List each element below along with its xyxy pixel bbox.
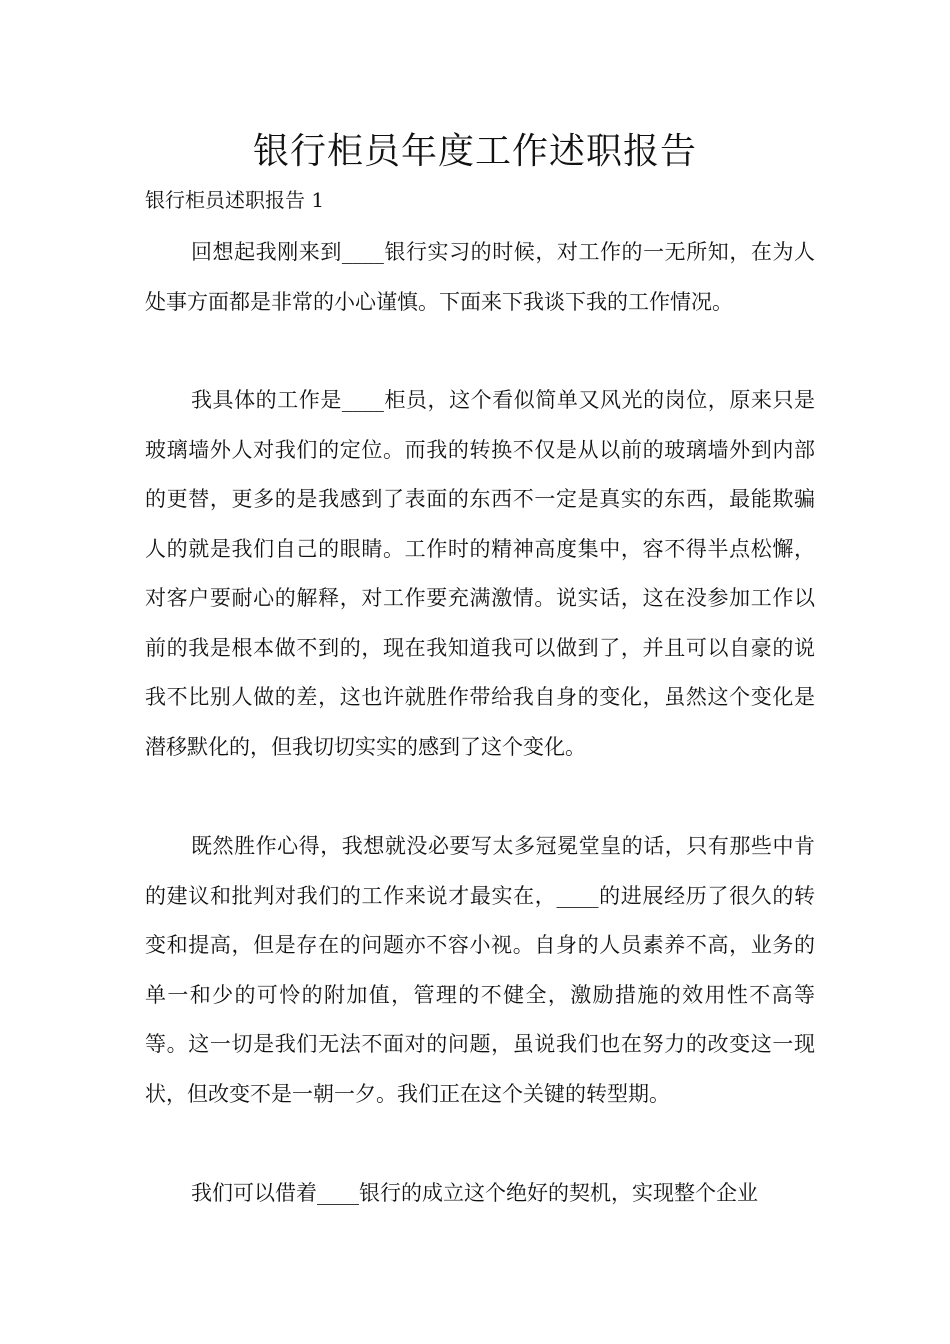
paragraph-1: 回想起我刚来到____银行实习的时候，对工作的一无所知，在为人处事方面都是非常的小心谨慎。下面来下我谈下我的工作情况。	[145, 240, 815, 314]
paragraph-2: 我具体的工作是____柜员，这个看似简单又风光的岗位，原来只是玻璃墙外人对我们的定位。而我的转换不仅是从以前的玻璃墙外到内部的更替，更多的是我感到了表面的东西不一定是真实的东西，最能欺骗人的就是我们自己的眼睛。工作时的精神高度集中，容不得半点松懈，对客户要耐心的解释，对工作要充满激情。说实话，这在没参加工作以前的我是根本做不到的，现在我知道我可以做到了，并且可以自豪的说我不比别人做的差，这也许就胜作带给我自身的变化，虽然这个变化是潜移默化的，但我切切实实的感到了这个变化。	[145, 388, 815, 759]
document-title: 银行柜员年度工作述职报告	[252, 131, 697, 172]
paragraph-4: 我们可以借着____银行的成立这个绝好的契机，实现整个企业	[191, 1181, 758, 1205]
document-subtitle: 银行柜员述职报告 1	[145, 188, 325, 212]
paragraph-3: 既然胜作心得，我想就没必要写太多冠冕堂皇的话，只有那些中肯的建议和批判对我们的工作来说才最实在，____的进展经历了很久的转变和提高，但是存在的问题亦不容小视。自身的人员素养不高，业务的单一和少的可怜的附加值，管理的不健全，激励措施的效用性不高等等。这一切是我们无法不面对的问题，虽说我们也在努力的改变这一现状，但改变不是一朝一夕。我们正在这个关键的转型期。	[145, 834, 815, 1106]
